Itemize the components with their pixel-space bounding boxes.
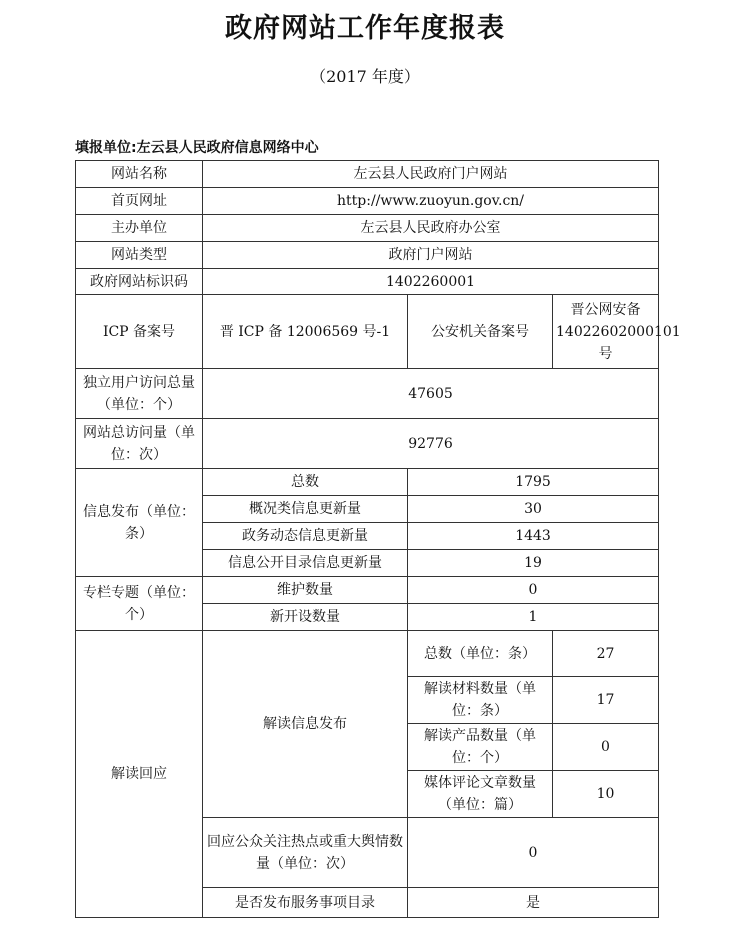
table-row — [76, 295, 659, 369]
row-label: 媒体评论文章数量（单位：篇） — [408, 771, 553, 818]
report-table — [75, 160, 681, 918]
row-value: 是 — [408, 888, 659, 918]
row-value: 27 — [553, 631, 659, 677]
filing-unit: 填报单位:左云县人民政府信息网络中心 — [75, 140, 319, 156]
row-value: 10 — [553, 771, 659, 818]
section-label: 解读回应 — [76, 631, 203, 918]
report-year: （2017 年度） — [310, 67, 420, 86]
row-label: 主办单位 — [76, 215, 203, 242]
table-row — [76, 369, 659, 419]
row-label: ICP 备案号 — [76, 295, 203, 369]
table-row — [76, 242, 659, 269]
row-label: 网站名称 — [76, 161, 203, 188]
table-row — [76, 419, 659, 469]
row-label: 信息公开目录信息更新量 — [203, 550, 408, 577]
row-label: 解读材料数量（单位：条） — [408, 677, 553, 724]
table-row — [76, 269, 659, 295]
table-row — [76, 631, 659, 677]
row-value: 47605 — [203, 369, 659, 419]
row-label: 网站总访问量（单位：次） — [76, 419, 203, 469]
section-label: 专栏专题（单位：个） — [76, 577, 203, 631]
row-value: 1 — [408, 604, 659, 631]
row-value: 1795 — [408, 469, 659, 496]
row-label: 回应公众关注热点或重大舆情数量（单位：次） — [203, 818, 408, 888]
table-row — [76, 188, 659, 215]
table-row — [76, 469, 659, 496]
row-label: 网站类型 — [76, 242, 203, 269]
row-value: 1402260001 — [203, 269, 659, 295]
row-value: 左云县人民政府门户网站 — [203, 161, 659, 188]
row-label: 解读信息发布 — [203, 631, 408, 818]
row-label: 维护数量 — [203, 577, 408, 604]
row-value: 0 — [408, 577, 659, 604]
row-label: 政务动态信息更新量 — [203, 523, 408, 550]
row-label: 独立用户访问总量（单位：个） — [76, 369, 203, 419]
row-label: 总数 — [203, 469, 408, 496]
row-label: 总数（单位：条） — [408, 631, 553, 677]
row-label: 是否发布服务事项目录 — [203, 888, 408, 918]
row-value: 晋 ICP 备 12006569 号-1 — [203, 295, 408, 369]
row-value: 30 — [408, 496, 659, 523]
row-value: 1443 — [408, 523, 659, 550]
page-title: 政府网站工作年度报表 — [225, 13, 505, 44]
row-label: 政府网站标识码 — [76, 269, 203, 295]
row-value: http://www.zuoyun.gov.cn/ — [203, 188, 659, 215]
table-row — [76, 577, 659, 604]
row-value: 晋公网安备14022602000101 号 — [553, 295, 659, 369]
row-value: 0 — [408, 818, 659, 888]
row-value: 政府门户网站 — [203, 242, 659, 269]
row-value: 0 — [553, 724, 659, 771]
table-row — [76, 215, 659, 242]
row-label: 概况类信息更新量 — [203, 496, 408, 523]
row-label: 首页网址 — [76, 188, 203, 215]
section-label: 信息发布（单位：条） — [76, 469, 203, 577]
row-label: 解读产品数量（单位：个） — [408, 724, 553, 771]
row-label: 公安机关备案号 — [408, 295, 553, 369]
row-value: 左云县人民政府办公室 — [203, 215, 659, 242]
row-value: 19 — [408, 550, 659, 577]
table-row — [76, 161, 659, 188]
row-label: 新开设数量 — [203, 604, 408, 631]
row-value: 92776 — [203, 419, 659, 469]
row-value: 17 — [553, 677, 659, 724]
